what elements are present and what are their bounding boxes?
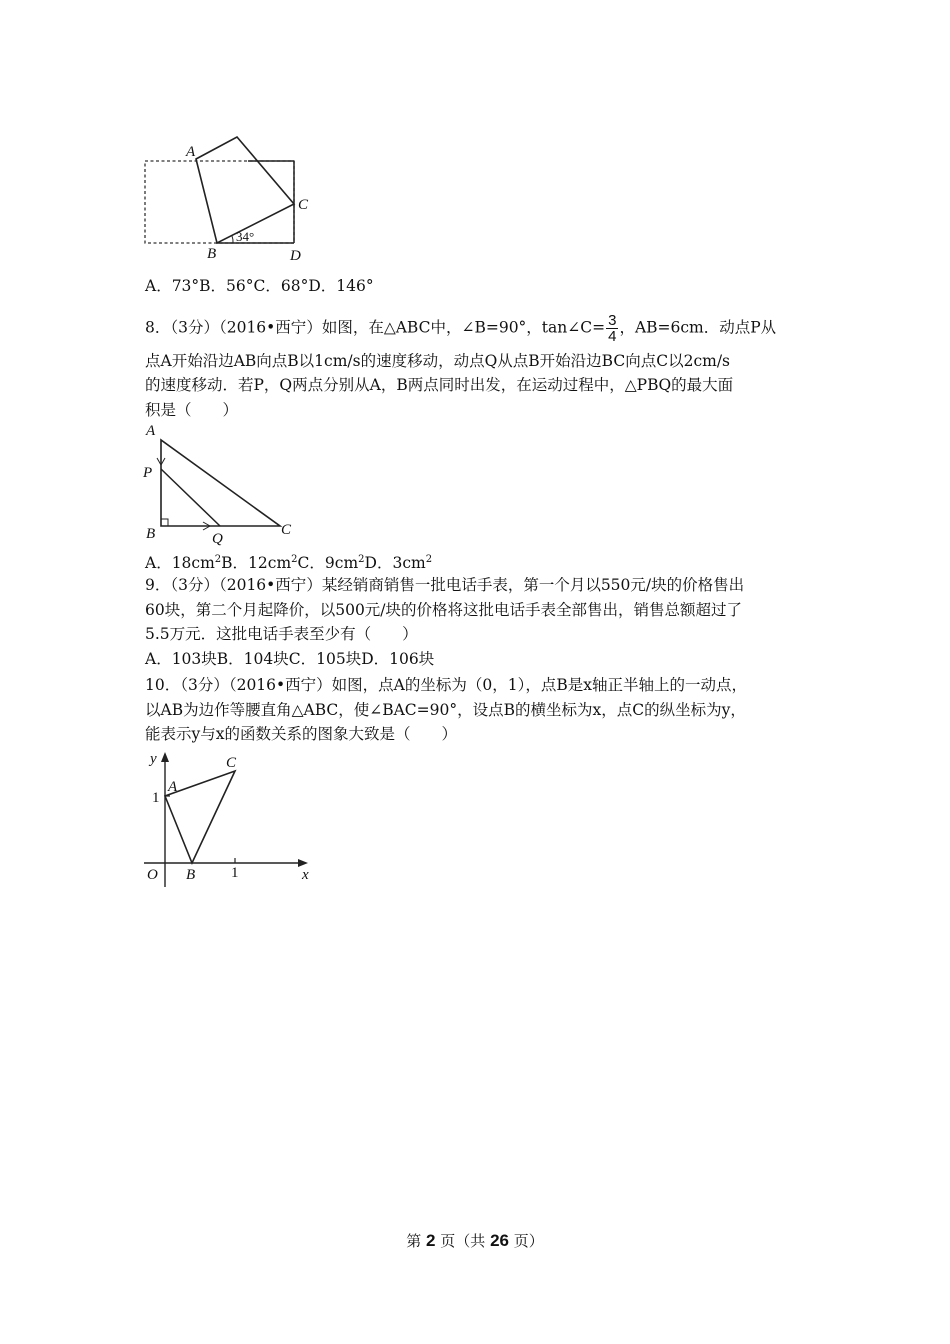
label-d: D [290,248,301,264]
q8-line3: 的速度移动．若P，Q两点分别从A，B两点同时出发，在运动过程中，△PBQ的最大面 [145,376,734,394]
q9-line1: 9．（3分）（2016•西宁）某经销商销售一批电话手表，第一个月以550元/块的价格售出 [145,576,745,594]
rotated-square [196,137,294,243]
q8-option-a: A．18cm [145,554,215,572]
q8-option-b: B．12cm [221,554,292,572]
q7-options: A．73°B．56°C．68°D．146° [145,277,374,295]
label-a: A [146,423,156,439]
q8-option-c: C．9cm [297,554,359,572]
q8-line1-pre: 8．（3分）（2016•西宁）如图，在△ABC中，∠B=90°，tan∠C= [145,318,606,337]
q8-options [145,553,432,573]
label-y-one: 1 [152,790,160,806]
q9-line3: 5.5万元．这批电话手表至少有（ ） [145,625,418,643]
label-c: C [226,755,237,771]
label-x: x [302,867,309,883]
q10-line1: 10．（3分）（2016•西宁）如图，点A的坐标为（0，1），点B是x轴正半轴上的一动点， [145,676,747,694]
exponent: 2 [214,553,222,565]
label-a: A [168,779,178,795]
label-b: B [186,867,196,883]
label-p: P [143,465,153,481]
footer-total-pages: 26 [490,1231,509,1250]
q10-line2: 以AB为边作等腰直角△ABC，使∠BAC=90°，设点B的横坐标为x，点C的纵坐标为y， [145,701,746,719]
segment-pq [161,469,220,526]
label-c: C [281,522,292,538]
label-x-one: 1 [231,865,239,881]
fraction-3-4 [606,313,618,344]
q8-line1-post: ，AB=6cm．动点P从 [619,318,777,337]
exponent: 2 [425,553,433,565]
footer-prefix: 第 [406,1232,422,1250]
q8-option-d: D．3cm [364,554,426,572]
exponent: 2 [358,553,365,565]
footer-page-number: 2 [426,1231,436,1250]
label-a: A [186,144,196,160]
dashed-rectangle [145,161,294,243]
label-c: C [298,197,309,213]
label-y: y [150,751,157,767]
figure-rotated-square [140,130,330,270]
label-origin: O [147,867,158,883]
q8-line4: 积是（ ） [145,401,239,419]
figure-right-triangle [140,420,310,545]
angle-arc [232,236,233,243]
right-angle-mark [161,519,168,526]
q10-line3: 能表示y与x的函数关系的图象大致是（ ） [145,725,457,743]
y-axis-arrow [161,752,169,762]
angle-label: 34° [236,229,255,244]
figure-coordinate-plane [140,745,325,890]
label-b: B [146,526,156,542]
exponent: 2 [291,553,298,565]
footer-middle: 页（共 [440,1232,486,1250]
q8-line2: 点A开始沿边AB向点B以1cm/s的速度移动，动点Q从点B开始沿边BC向点C以2cm/s [145,352,730,370]
fraction-numerator: 3 [608,312,617,329]
q8-line1 [145,313,776,344]
triangle-abc [161,440,280,526]
label-b: B [207,246,217,262]
page-footer [0,1230,950,1251]
q9-line2: 60块，第二个月起降价，以500元/块的价格将这批电话手表全部售出，销售总额超过了 [145,601,743,619]
q9-options: A．103块B．104块C．105块D．106块 [145,650,435,668]
footer-suffix: 页） [513,1232,544,1250]
x-axis-arrow [298,859,308,867]
fraction-denominator: 4 [608,328,617,345]
label-q: Q [212,531,223,547]
